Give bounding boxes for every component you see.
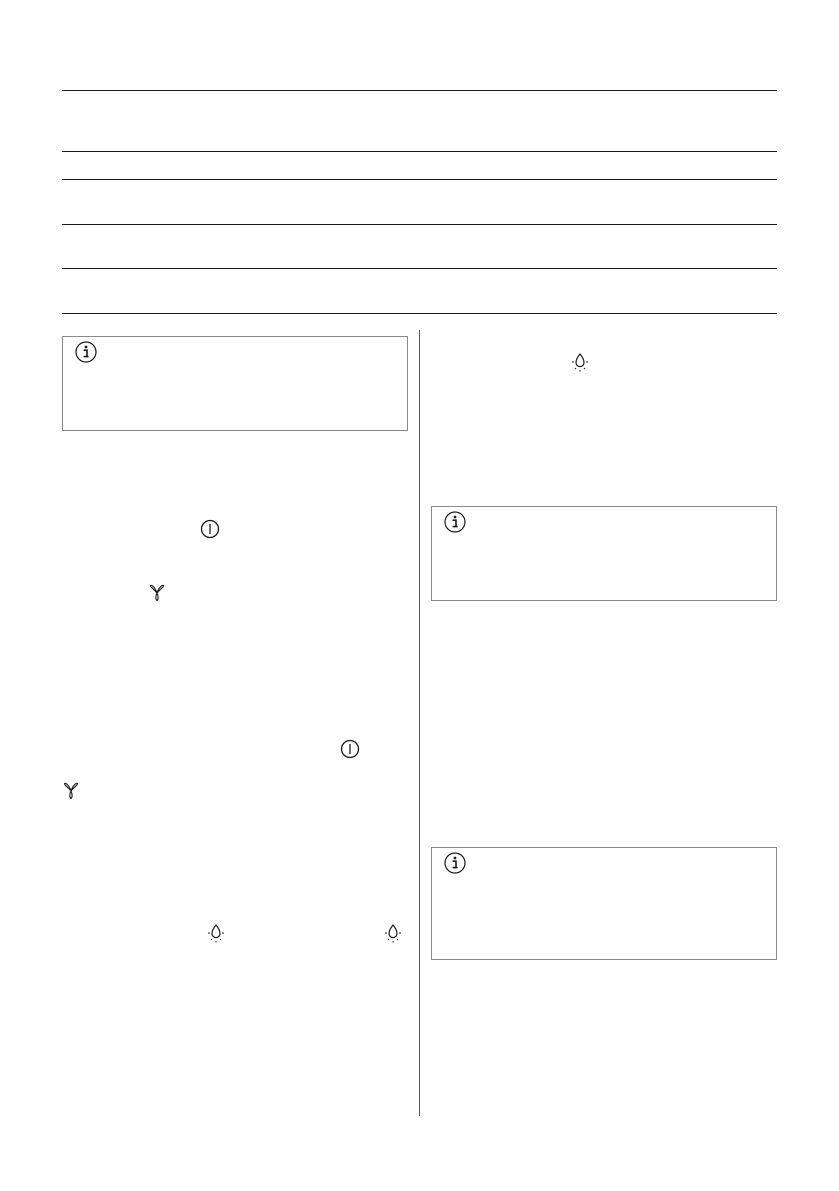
fan-icon [62,782,80,800]
info-icon [75,341,97,363]
info-icon [444,511,466,533]
light-icon [569,351,591,373]
info-note [431,847,777,960]
info-note [431,506,777,601]
table-header-rule [62,151,777,152]
light-icon [382,922,404,944]
table-row-rule [62,268,777,269]
light-icon [205,922,227,944]
column-divider [419,330,420,1116]
table-bottom-rule [62,313,777,314]
table-row-rule [62,224,777,225]
power-icon [200,519,220,539]
table-top-rule [62,90,777,91]
fan-icon [148,584,166,602]
info-note [62,336,408,431]
info-icon [444,852,466,874]
power-icon [340,739,360,759]
table-row-rule [62,179,777,180]
